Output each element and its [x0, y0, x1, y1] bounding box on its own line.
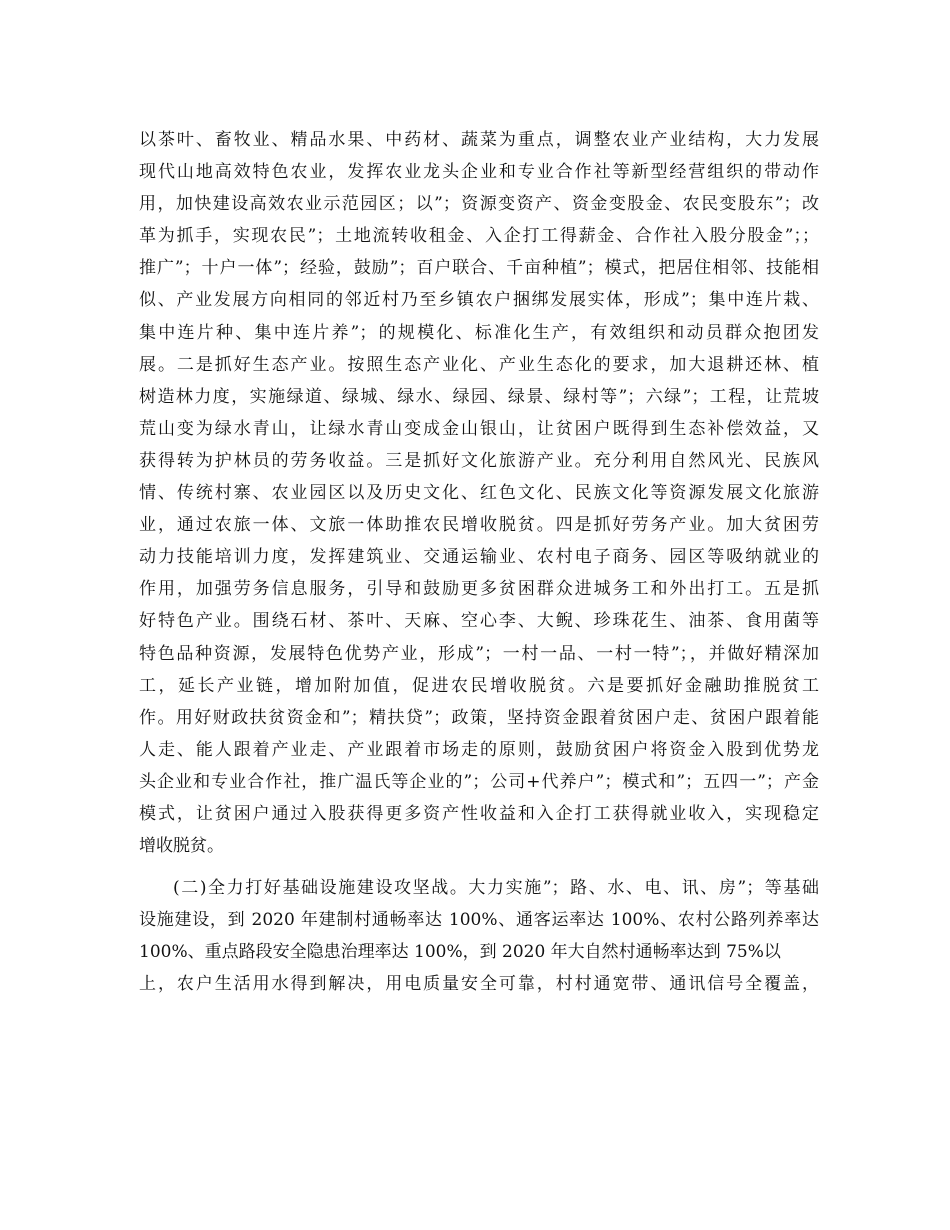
text-line: 似、产业发展方向相同的邻近村乃至乡镇农户捆绑发展实体，形成”；集中连片栽、	[139, 290, 819, 311]
text-line: 获得转为护林员的劳务收益。三是抓好文化旅游产业。充分利用自然风光、民族风	[139, 450, 819, 471]
document-body	[139, 124, 819, 1001]
text-line: 增收脱贫。	[139, 836, 224, 857]
text-line: 工，延长产业链，增加附加值，促进农民增收脱贫。六是要抓好金融助推脱贫工	[139, 675, 819, 696]
paragraph-infrastructure	[139, 872, 819, 1000]
text-line: 特色品种资源，发展特色优势产业，形成”；一村一品、一村一特”；，并做好精深加	[139, 643, 819, 664]
text-line: 推广”；十户一体”；经验，鼓励”；百户联合、千亩种植”；模式，把居住相邻、技能相	[139, 258, 819, 279]
text-line: 革为抓手，实现农民”；土地流转收租金、入企打工得薪金、合作社入股分股金”；；	[139, 226, 819, 247]
text-line: 荒山变为绿水青山，让绿水青山变成金山银山，让贫困户既得到生态补偿效益，又	[139, 418, 819, 439]
text-line: 作用，加强劳务信息服务，引导和鼓励更多贫困群众进城务工和外出打工。五是抓	[139, 579, 819, 600]
text-line: 展。二是抓好生态产业。按照生态产业化、产业生态化的要求，加大退耕还林、植	[139, 354, 819, 375]
text-line: 以茶叶、畜牧业、精品水果、中药材、蔬菜为重点，调整农业产业结构，大力发展	[139, 130, 819, 150]
text-line: (二)全力打好基础设施建设攻坚战。大力实施”；路、水、电、讯、房”；等基础	[173, 878, 819, 899]
text-line: 现代山地高效特色农业，发挥农业龙头企业和专业合作社等新型经营组织的带动作	[139, 162, 819, 183]
text-line: 模式，让贫困户通过入股获得更多资产性收益和入企打工获得就业收入，实现稳定	[139, 803, 819, 824]
text-line: 用，加快建设高效农业示范园区；以”；资源变资产、资金变股金、农民变股东”；改	[139, 194, 819, 215]
text-line: 树造林力度，实施绿道、绿城、绿水、绿园、绿景、绿村等”；六绿”；工程，让荒坡	[139, 386, 819, 407]
text-line: 情、传统村寨、农业园区以及历史文化、红色文化、民族文化等资源发展文化旅游	[139, 483, 819, 504]
text-line: 头企业和专业合作社，推广温氏等企业的”；公司+代养户”；模式和”；五四一”；产金	[139, 771, 819, 792]
text-line: 动力技能培训力度，发挥建筑业、交通运输业、农村电子商务、园区等吸纳就业的	[139, 547, 819, 568]
text-line: 上，农户生活用水得到解决，用电质量安全可靠，村村通宽带、通讯信号全覆盖，	[139, 974, 819, 995]
text-line: 100%、重点路段安全隐患治理率达 100%，到 2020 年大自然村通畅率达到 75%以	[139, 942, 781, 963]
text-line: 人走、能人跟着产业走、产业跟着市场走的原则，鼓励贫困户将资金入股到优势龙	[139, 739, 819, 760]
text-line: 作。用好财政扶贫资金和”；精扶贷”；政策，坚持资金跟着贫困户走、贫困户跟着能	[139, 707, 819, 728]
text-line: 业，通过农旅一体、文旅一体助推农民增收脱贫。四是抓好劳务产业。加大贫困劳	[139, 515, 819, 536]
paragraph-industry	[139, 124, 819, 862]
paragraph-spacer	[139, 862, 819, 872]
text-line: 好特色产业。围绕石材、茶叶、天麻、空心李、大鲵、珍珠花生、油茶、食用菌等	[139, 611, 819, 632]
text-line: 集中连片种、集中连片养”；的规模化、标准化生产，有效组织和动员群众抱团发	[139, 322, 819, 343]
text-line: 设施建设，到 2020 年建制村通畅率达 100%、通客运率达 100%、农村公路列养率达	[139, 910, 819, 931]
